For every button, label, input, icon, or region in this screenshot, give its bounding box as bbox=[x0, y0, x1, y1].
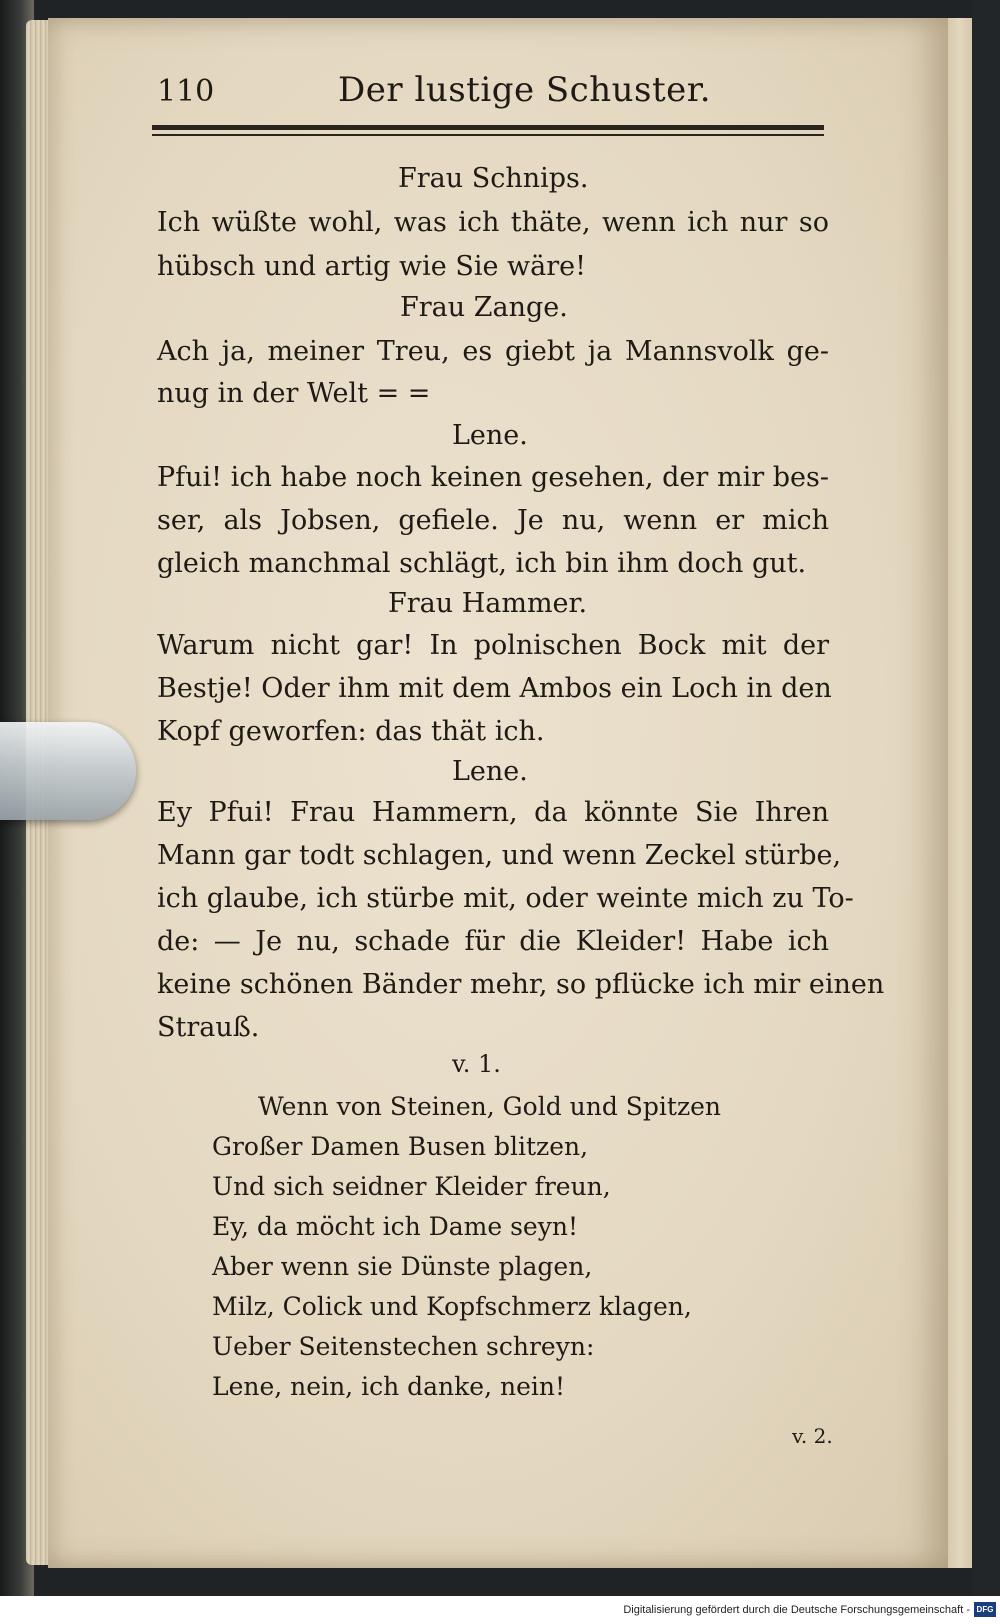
verse-line: Und sich seidner Kleider freun, bbox=[212, 1172, 611, 1201]
verse-line: Milz, Colick und Kopfschmerz klagen, bbox=[212, 1292, 692, 1321]
speaker-lene: Lene. bbox=[452, 420, 528, 451]
text-line: ich glaube, ich stürbe mit, oder weinte mich zu To- bbox=[157, 883, 854, 914]
text-line: Ey Pfui! Frau Hammern, da könnte Sie Ihren bbox=[157, 797, 829, 828]
speaker-frau-zange: Frau Zange. bbox=[400, 292, 568, 323]
text-line: Mann gar todt schlagen, und wenn Zeckel stürbe, bbox=[157, 840, 842, 871]
catchword: v. 2. bbox=[792, 1424, 833, 1448]
verse-line: Großer Damen Busen blitzen, bbox=[212, 1132, 589, 1161]
text-line: nug in der Welt = = bbox=[157, 378, 431, 409]
text-line: Warum nicht gar! In polnischen Bock mit der bbox=[157, 630, 829, 661]
text-line: Kopf geworfen: das thät ich. bbox=[157, 716, 545, 747]
text-line: ser, als Jobsen, gefiele. Je nu, wenn er mich bbox=[157, 505, 829, 536]
book-edge-right bbox=[972, 0, 1000, 1624]
verse-line: Lene, nein, ich danke, nein! bbox=[212, 1372, 566, 1401]
running-title: Der lustige Schuster. bbox=[338, 70, 712, 110]
text-line: Ich wüßte wohl, was ich thäte, wenn ich nur so bbox=[157, 207, 829, 238]
text-line: de: — Je nu, schade für die Kleider! Habe ich bbox=[157, 926, 829, 957]
text-line: Bestje! Oder ihm mit dem Ambos ein Loch in den bbox=[157, 673, 832, 704]
dfg-logo: DFG bbox=[974, 1602, 996, 1617]
speaker-frau-schnips: Frau Schnips. bbox=[398, 163, 589, 194]
verse-line: Ueber Seitenstechen schreyn: bbox=[212, 1332, 595, 1361]
page-number: 110 bbox=[157, 74, 215, 109]
header-rule-thick bbox=[152, 125, 824, 130]
page-holder-clip bbox=[0, 722, 136, 820]
text-line: gleich manchmal schlägt, ich bin ihm doch gut. bbox=[157, 548, 807, 579]
speaker-lene: Lene. bbox=[452, 756, 528, 787]
footer-credit: Digitalisierung gefördert durch die Deutsche Forschungsgemeinschaft - bbox=[623, 1604, 970, 1616]
header-rule-thin bbox=[152, 134, 824, 136]
verse-heading: v. 1. bbox=[452, 1050, 501, 1078]
verse-line: Ey, da möcht ich Dame seyn! bbox=[212, 1212, 578, 1241]
verse-line: Aber wenn sie Dünste plagen, bbox=[212, 1252, 593, 1281]
text-line: Pfui! ich habe noch keinen gesehen, der mir bes- bbox=[157, 462, 829, 493]
text-line: hübsch und artig wie Sie wäre! bbox=[157, 251, 586, 282]
text-line: keine schönen Bänder mehr, so pflücke ich mir einen bbox=[157, 969, 885, 1000]
speaker-frau-hammer: Frau Hammer. bbox=[388, 588, 588, 619]
verse-line: Wenn von Steinen, Gold und Spitzen bbox=[258, 1092, 722, 1121]
text-line: Strauß. bbox=[157, 1012, 260, 1043]
text-line: Ach ja, meiner Treu, es giebt ja Mannsvolk ge- bbox=[157, 336, 829, 367]
